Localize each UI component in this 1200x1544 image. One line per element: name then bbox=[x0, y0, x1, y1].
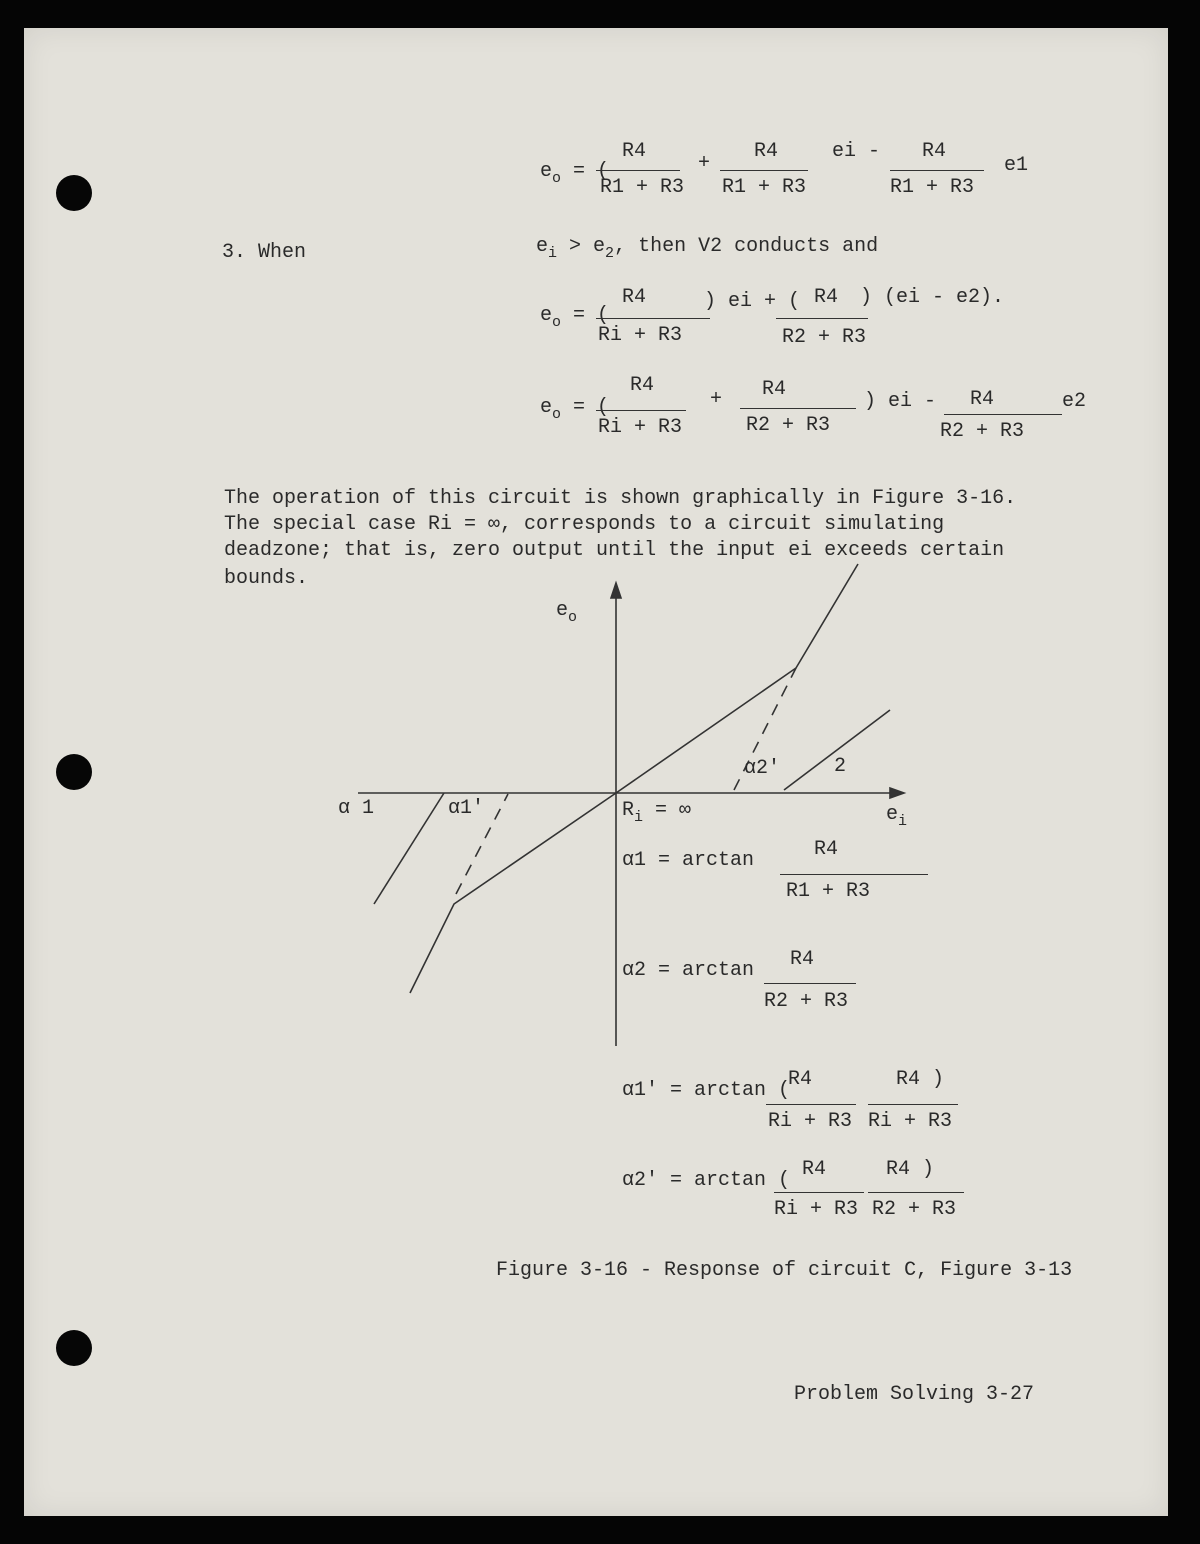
document-page: $e_o$ = ( R4 R1 + R3 + R4 R1 + R3 ei - R4 R1 + R3 e1 3. When $e_i > e_2$, then V2 conducts and $e_o$ = ( R4 Ri + R3 ) ei + ( R4 R2 + R3 ) (ei - e2). $e_o$ = ( R4 Ri + R3 + R4 R2 + R3 ) ei - R4 R2 + R3 e2 The operation of this circuit is shown graphically in Figure 3-16. The special case Ri = ∞, corresponds to a circuit simulating deadzone; that is, zero output until the input ei exceeds certain bounds. $e_o$ $e_i$ α 1 α1' α2' 2 $R_i$ = ∞ α1 = arctan R4 R1 + R3 α2 = arctan R4 R2 + R3 α1' = arctan ( R4 Ri + R3 R4 ) Ri + R3 α2' = arctan ( R4 Ri + R3 R4 ) R2 + R3 Figure 3-16 - Response of circuit C, Figure 3-13 Problem Solving 3-27 bbox=[24, 28, 1168, 1516]
eq1-num1: R4 bbox=[622, 140, 647, 163]
eq1-tail: e1 bbox=[1004, 154, 1029, 177]
eq3-num3: R4 bbox=[970, 388, 995, 411]
alpha1p-den1: Ri + R3 bbox=[768, 1110, 853, 1133]
eq3-den3: R2 + R3 bbox=[940, 420, 1025, 443]
eq2-den2: R2 + R3 bbox=[782, 326, 867, 349]
paragraph-line-3: deadzone; that is, zero output until the input ei exceeds certain bbox=[224, 539, 1005, 562]
alpha2p-lhs: α2' = arctan ( bbox=[622, 1169, 791, 1192]
eq3-num1: R4 bbox=[630, 374, 655, 397]
alpha2p-num1: R4 bbox=[802, 1158, 827, 1181]
eq1-num2: R4 bbox=[754, 140, 779, 163]
eq3-tail: e2 bbox=[1062, 390, 1087, 413]
eq2-tail: ) (ei - e2). bbox=[860, 286, 1005, 309]
eq1-den1: R1 + R3 bbox=[600, 176, 685, 199]
alpha2p-den2: R2 + R3 bbox=[872, 1198, 957, 1221]
alpha1-den: R1 + R3 bbox=[786, 880, 871, 903]
alpha1-lhs: α1 = arctan bbox=[622, 849, 755, 872]
alpha2-num: R4 bbox=[790, 948, 815, 971]
alpha1p-num1: R4 bbox=[788, 1068, 813, 1091]
eq3-num2: R4 bbox=[762, 378, 787, 401]
label-2: 2 bbox=[834, 755, 847, 778]
alpha2p-num2: R4 ) bbox=[886, 1158, 935, 1181]
response-graph bbox=[24, 28, 1168, 1516]
alpha1p-lhs: α1' = arctan ( bbox=[622, 1079, 791, 1102]
label-alpha1-prime: α1' bbox=[448, 797, 485, 820]
eq1-lhs: e bbox=[540, 160, 553, 183]
label-alpha1-left: α 1 bbox=[338, 797, 375, 820]
alpha1p-num2: R4 ) bbox=[896, 1068, 945, 1091]
paragraph-line-1: The operation of this circuit is shown graphically in Figure 3-16. bbox=[224, 487, 1017, 510]
alpha2-den: R2 + R3 bbox=[764, 990, 849, 1013]
eq2-den1: Ri + R3 bbox=[598, 324, 683, 347]
axis-label-ei: $e_i$ bbox=[886, 803, 908, 830]
paragraph-line-4: bounds. bbox=[224, 567, 309, 590]
label-alpha2-prime: α2' bbox=[744, 757, 781, 780]
alpha2-lhs: α2 = arctan bbox=[622, 959, 755, 982]
step-3-condition: $e_i > e_2$, then V2 conducts and bbox=[536, 235, 879, 262]
alpha2p-den1: Ri + R3 bbox=[774, 1198, 859, 1221]
eq1-ei-minus: ei - bbox=[832, 140, 881, 163]
alpha1-num: R4 bbox=[814, 838, 839, 861]
eq3-ei-minus: ) ei - bbox=[864, 390, 937, 413]
eq1-den2: R1 + R3 bbox=[722, 176, 807, 199]
alpha1p-den2: Ri + R3 bbox=[868, 1110, 953, 1133]
label-ri-infinity: $R_i$ = ∞ bbox=[622, 799, 692, 826]
figure-caption: Figure 3-16 - Response of circuit C, Figure 3-13 bbox=[496, 1259, 1073, 1282]
step-3-label: 3. When bbox=[222, 241, 307, 264]
eq1-den3: R1 + R3 bbox=[890, 176, 975, 199]
eq2-mid: ) ei + ( bbox=[704, 290, 801, 313]
page-footer: Problem Solving 3-27 bbox=[794, 1383, 1035, 1406]
axis-label-eo: $e_o$ bbox=[556, 599, 578, 626]
paragraph-line-2: The special case Ri = ∞, corresponds to a circuit simulating bbox=[224, 513, 945, 536]
eq3-den2: R2 + R3 bbox=[746, 414, 831, 437]
eq3-den1: Ri + R3 bbox=[598, 416, 683, 439]
eq2-num2: R4 bbox=[814, 286, 839, 309]
eq1-num3: R4 bbox=[922, 140, 947, 163]
eq2-num1: R4 bbox=[622, 286, 647, 309]
